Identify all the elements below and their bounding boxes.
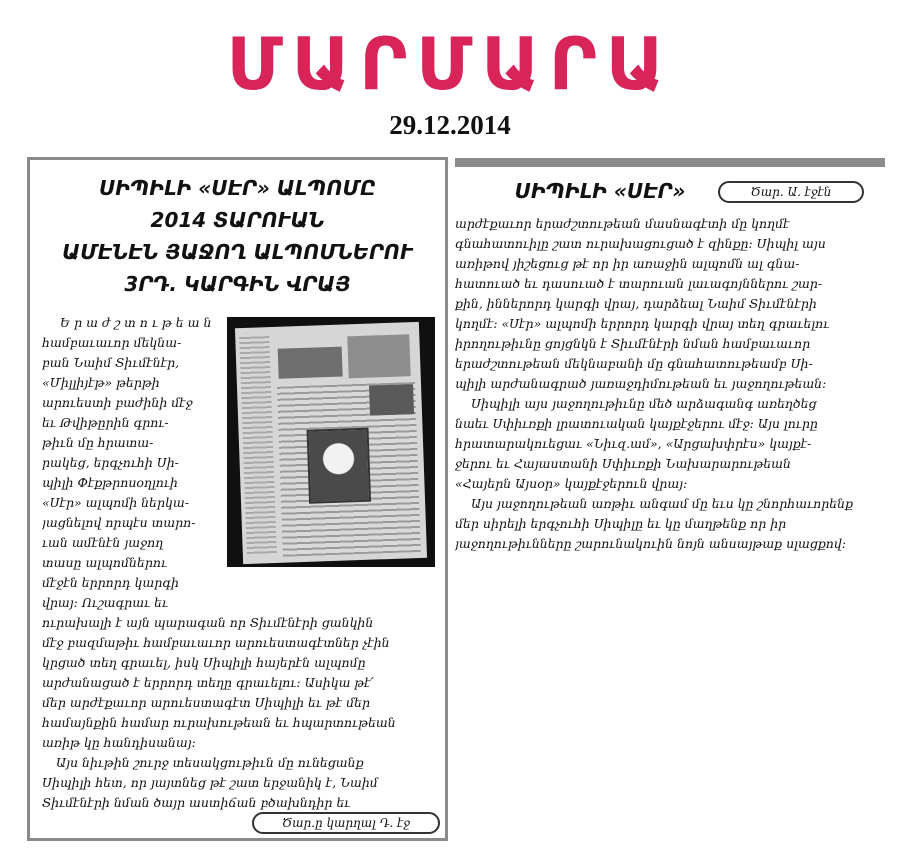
continued-from-page-label: Ծար. Ա. էջէն [718,181,864,203]
magazine-heading-block [278,347,343,379]
magazine-inset-image [369,384,414,416]
body-line: Սիպիլի հետ, որ յայտնեց թէ շատ երջանիկ է, Նաիմ [42,775,378,790]
body-line: համայնքին համար ուրախութեան եւ հպարտութեան [42,715,396,730]
left-article [27,157,448,841]
headline-line-3: ԱՄԷՆԷՆ ՅԱՋՈՂ ԱԼՊՈՄՆԵՐՈՒ [62,240,413,264]
body-line: պիլի արժանագրած յառաջդիմութեան եւ յաջողութեան: [455,376,827,391]
singer-portrait [307,428,372,504]
body-line: Սիպիլի այս յաջողութիւնը մեծ արձագանգ առեղծեց [471,396,817,411]
body-line: գնահատուիլը շատ ուրախացուցած է զինքը: Սիպիլ այս [455,236,826,251]
body-line: արժէքաւոր երաժշտութեան մասնագէտի մը կողմէ [455,216,790,231]
body-line: րակեց, երգչուհի Սի- [42,455,179,470]
body-line: կրցած տեղ գրաւել, իսկ Սիպիլի հայերէն ալպոմը [42,655,366,670]
magazine-photo [227,317,435,567]
body-line: կողմէ: «Սէր» ալպոմի երրորդ կարգի վրայ տեղ գրաւելու [455,316,830,331]
body-line: յաջողութիւնները շարունակուին նոյն անսայթաք սլացքով: [455,536,846,551]
body-line: արուեստի բաժինի մէջ [42,395,193,410]
body-line: իրողութիւնը ցոյցնկն է Տիւմէնէրի նման համբաւաւոր [455,336,811,351]
magazine-heading-image [347,334,410,378]
section-divider-bar [455,158,885,167]
magazine-page [235,322,427,564]
magazine-side-column [239,333,277,554]
body-line: քին, իններորդ կարգի վրայ, դարձեալ Նաիմ Տիւմէնէրի [455,296,817,311]
body-line: ուրախալի է այն պարագան որ Տիւմէնէրի ցանկին [42,615,374,630]
body-line: «Հայերն Այսօր» կայքէջերուն վրայ: [455,476,688,491]
body-line: արժանացած է երրորդ տեղը գրաւելու: Ասիկա թէ՛ [42,675,374,690]
body-line: «Սէր» ալպոմի ներկա- [42,495,189,510]
body-line: թիւն մը հրատա- [42,435,154,450]
headline-line-1: ՍԻՊԻԼԻ «ՍԷՐ» ԱԼՊՈՄԸ [98,176,377,200]
body-line: մէջ բազմաթիւ համբաւաւոր արուեստագէտներ չէին [42,635,390,650]
body-line: Այս յաջողութեան առթիւ անգամ մը եւս կը շնորհաւորենք [471,496,854,511]
body-line: մեր արժէքաւոր արուեստագէտ Սիպիլի եւ թէ մեր [42,695,371,710]
body-line: յացնելով որպէս տարո- [42,515,196,530]
headline-line-4: 3ՐԴ. ԿԱՐԳԻՆ ՎՐԱՅ [124,272,351,296]
body-line: մէջէն երրորդ կարգի [42,575,179,590]
body-line: պիլի Փէքթրոսօղլուի [42,475,178,490]
body-line: նաեւ Սփիւռքի լրատուական կայքէջերու մէջ: Այս լուրը [455,416,818,431]
body-line: հրատարակուեցաւ «Նիւզ.ամ», «Արցախփրէս» կայքէ- [455,436,812,451]
body-line: ջերու եւ Հայաստանի Սփիւռքի Նախարարութեան [455,456,791,471]
body-line: առիթով յիշեցուց թէ որ իր առաջին ալպոմն ալ գնա- [455,256,800,271]
right-article-title: ՍԻՊԻԼԻ «ՍԷՐ» [514,179,686,203]
body-line: վրայ: Ուշագրաւ եւ [42,595,168,610]
body-line: առիթ կը հանդիսանայ: [42,735,196,750]
body-line: Այս նիւթին շուրջ տեսակցութիւն մը ունեցանք [56,755,364,770]
body-line: «Միլլիյէթ» թերթի [42,375,160,390]
body-line: Տիւմէնէրի նման ծայր աստիճան բծախնդիր եւ [42,795,351,810]
issue-date: 29.12.2014 [389,110,511,140]
body-line: հատուած եւ դասուած է տարուան լաւագոյններու շար- [455,276,823,291]
headline-line-2: 2014 ՏԱՐՈՒԱՆ [150,208,325,232]
body-line: մեր սիրելի երգչուհի Սիպիլը եւ կը մաղթենք որ իր [455,516,787,531]
body-line: տասը ալպոմներու [42,555,168,570]
body-line: բան Նաիմ Տիւմէնէր, [42,355,180,370]
newspaper-masthead: ՄԱՐՄԱՐԱ [226,22,674,106]
body-line: երաժշտութեան մեկնաբանի մը գնահատութեամբ Սի- [455,356,813,371]
continued-on-page-label: Ծար.ը կարղալ Դ. էջ [252,812,440,834]
body-line: համբաւաւոր մեկնա- [42,335,182,350]
body-line: եւ Թվիթըրին գրու- [42,415,169,430]
body-line: ւան ամէնէն յաջող [42,535,164,550]
body-line: Երաժշտութեան [60,315,216,330]
